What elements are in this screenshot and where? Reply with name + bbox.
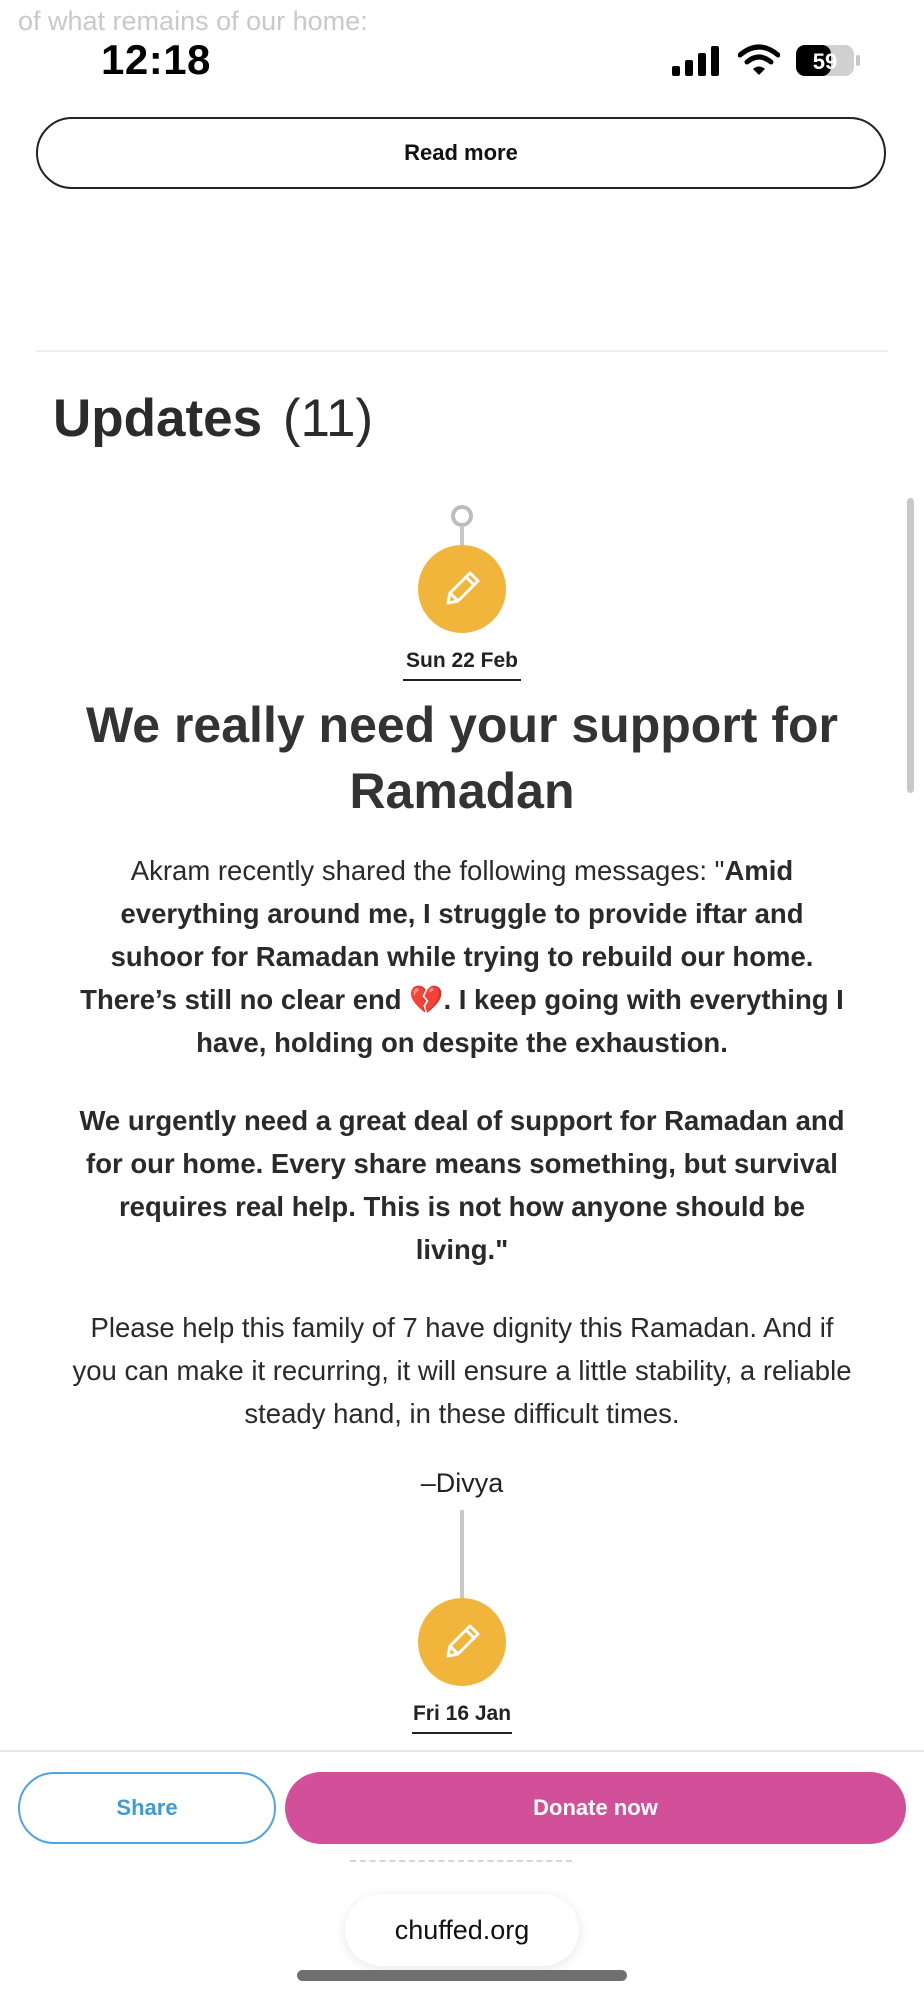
read-more-button[interactable]: Read more [36,117,886,189]
date-underline [412,1732,512,1734]
update-quote-part-2: We urgently need a great deal of support for Ramadan and for our home. Every share means something, but survival requires real help. This is not how anyone should be living." [79,1105,845,1265]
update-paragraph [72,1306,852,1435]
update-badge [418,1598,506,1686]
update-paragraph [72,849,852,1064]
battery-level: 59 [812,49,838,74]
timeline-start-knob [451,505,473,527]
scrollbar[interactable] [907,498,914,793]
update-signature: –Divya [420,1468,504,1498]
update-appeal-text: Please help this family of 7 have dignity this Ramadan. And if you can make it recurring, it will ensure a little stability, a reliable steady hand, in these difficult times. [72,1312,852,1429]
status-time: 12:18 [101,36,211,83]
update-date: Sun 22 Feb [405,649,519,672]
date-underline [403,679,521,681]
bottom-action-bar [0,1750,924,2002]
wifi-icon [738,44,780,76]
battery-icon [795,44,861,77]
update-date: Fri 16 Jan [412,1702,512,1725]
timeline-line [460,526,464,546]
pencil-icon [438,1618,486,1666]
update-title: We really need your support for Ramadan [85,697,838,819]
update-quote-part-1: Amid everything around me, I struggle to provide iftar and suhoor for Ramadan while trying to rebuild our home. There’s still no clear end 💔. I keep going with everything I have, holding on despite the exhaustion. [80,855,844,1058]
update-badge [418,545,506,633]
update-intro-text: Akram recently shared the following messages: " [130,855,725,886]
timeline-line [460,1510,464,1600]
update-paragraph [72,1099,852,1271]
home-indicator[interactable] [297,1970,627,1981]
dashed-separator [350,1860,572,1862]
share-button[interactable]: Share [18,1772,276,1844]
section-divider [36,350,888,352]
cellular-signal-icon [672,46,720,76]
update-body [72,849,852,1470]
donate-now-button[interactable]: Donate now [285,1772,906,1844]
previous-text-fragment: of what remains of our home: [18,6,368,36]
updates-count: (11) [282,389,374,448]
updates-heading [53,388,373,449]
pencil-icon [438,565,486,613]
updates-title: Updates [53,389,263,448]
status-bar [0,0,924,110]
browser-address-bar[interactable]: chuffed.org [345,1894,579,1966]
